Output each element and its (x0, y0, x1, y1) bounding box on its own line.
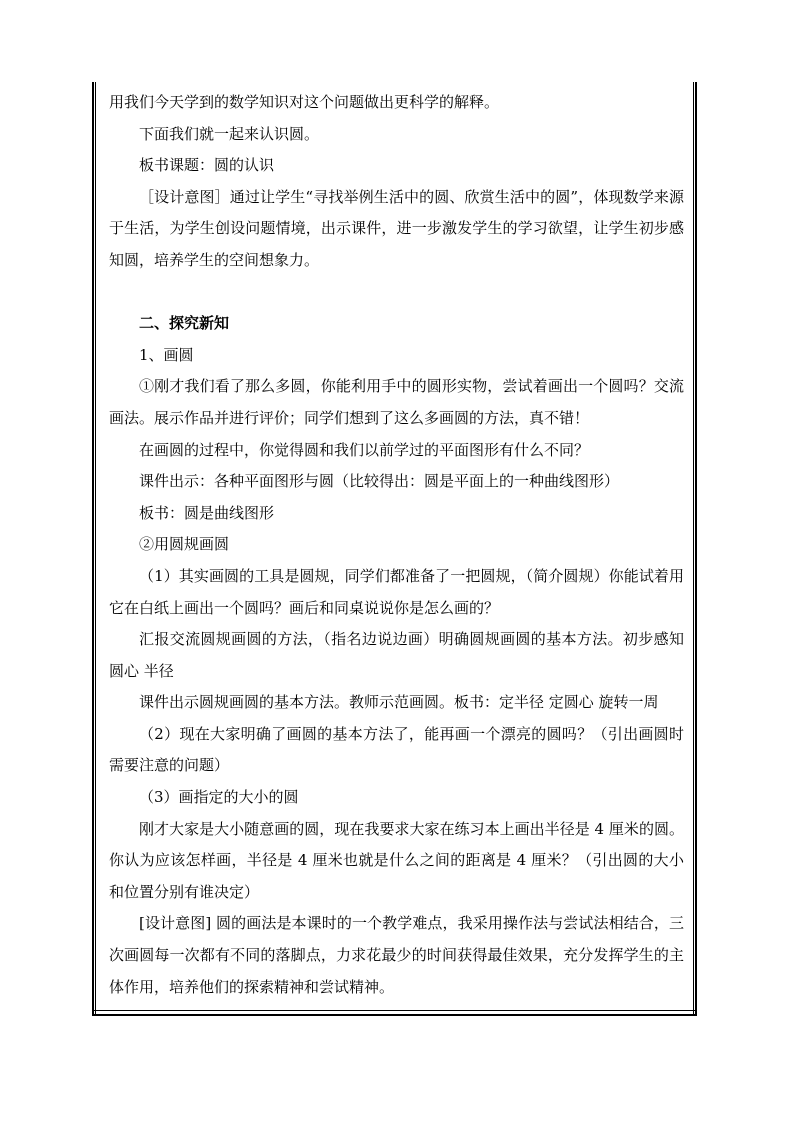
lesson-table-cell (92, 82, 697, 1016)
paragraph-compass-1: （1）其实画圆的工具是圆规，同学们都准备了一把圆规，（简介圆规）你能试着用它在白纸上画出一个圆吗？画后和同桌说说你是怎么画的？ (109, 566, 684, 617)
blank-line (109, 277, 684, 309)
table-left-border (92, 82, 94, 1016)
paragraph-board-title: 板书课题：圆的认识 (139, 156, 275, 175)
paragraph-radius: 刚才大家是大小随意画的圆，现在我要求大家在练习本上画出半径是 4 厘米的圆。你认为应该怎样画，半径是 4 厘米也就是什么之间的距离是 4 厘米？（引出圆的大小和位置分别有谁决定） (109, 819, 684, 901)
section-heading: 二、探究新知 (139, 314, 230, 333)
paragraph-design-intent-1: ［设计意图］通过让学生“寻找举例生活中的圆、欣赏生活中的圆”，体现数学来源于生活，为学生创设问题情境，出示课件，进一步激发学生的学习欲望，让学生初步感知圆，培养学生的空间想象力。 (109, 187, 684, 269)
paragraph-board-note: 板书：圆是曲线图形 (139, 503, 275, 522)
paragraph-report: 汇报交流圆规画圆的方法，（指名边说边画）明确圆规画圆的基本方法。初步感知圆心 半径 (109, 630, 684, 680)
paragraph-courseware: 课件出示：各种平面图形与圆（比较得出：圆是平面上的一种曲线图形） (139, 472, 620, 491)
paragraph-explanation-continued: 用我们今天学到的数学知识对这个问题做出更科学的解释。 (109, 93, 500, 111)
paragraph-intro: 下面我们就一起来认识圆。 (139, 124, 320, 143)
table-right-border (695, 82, 697, 1016)
subsection-heading: 1、画圆 (139, 345, 194, 364)
paragraph-design-intent-2: [设计意图] 圆的画法是本课时的一个教学难点，我采用操作法与尝试法相结合，三次画圆每一次都有不同的落脚点，力求花最少的时间获得最佳效果，充分发挥学生的主体作用，培养他们的探索精神和尝试精神。 (109, 914, 684, 996)
paragraph-compass-2: （2）现在大家明确了画圆的基本方法了，能再画一个漂亮的圆吗？（引出画圆时需要注意的问题） (109, 724, 684, 775)
paragraph-demo: 课件出示圆规画圆的基本方法。教师示范画圆。板书：定半径 定圆心 旋转一周 (139, 693, 659, 712)
paragraph-step-1: ①刚才我们看了那么多圆，你能利用手中的圆形实物，尝试着画出一个圆吗？交流画法。展示作品并进行评价；同学们想到了这么多画圆的方法，真不错！ (109, 377, 684, 427)
table-bottom-border (92, 1014, 697, 1016)
paragraph-step-2: ②用圆规画圆 (139, 535, 230, 554)
paragraph-question: 在画圆的过程中，你觉得圆和我们以前学过的平面图形有什么不同？ (139, 440, 590, 459)
lesson-content (109, 87, 684, 1003)
paragraph-compass-3: （3）画指定的大小的圆 (139, 788, 299, 807)
